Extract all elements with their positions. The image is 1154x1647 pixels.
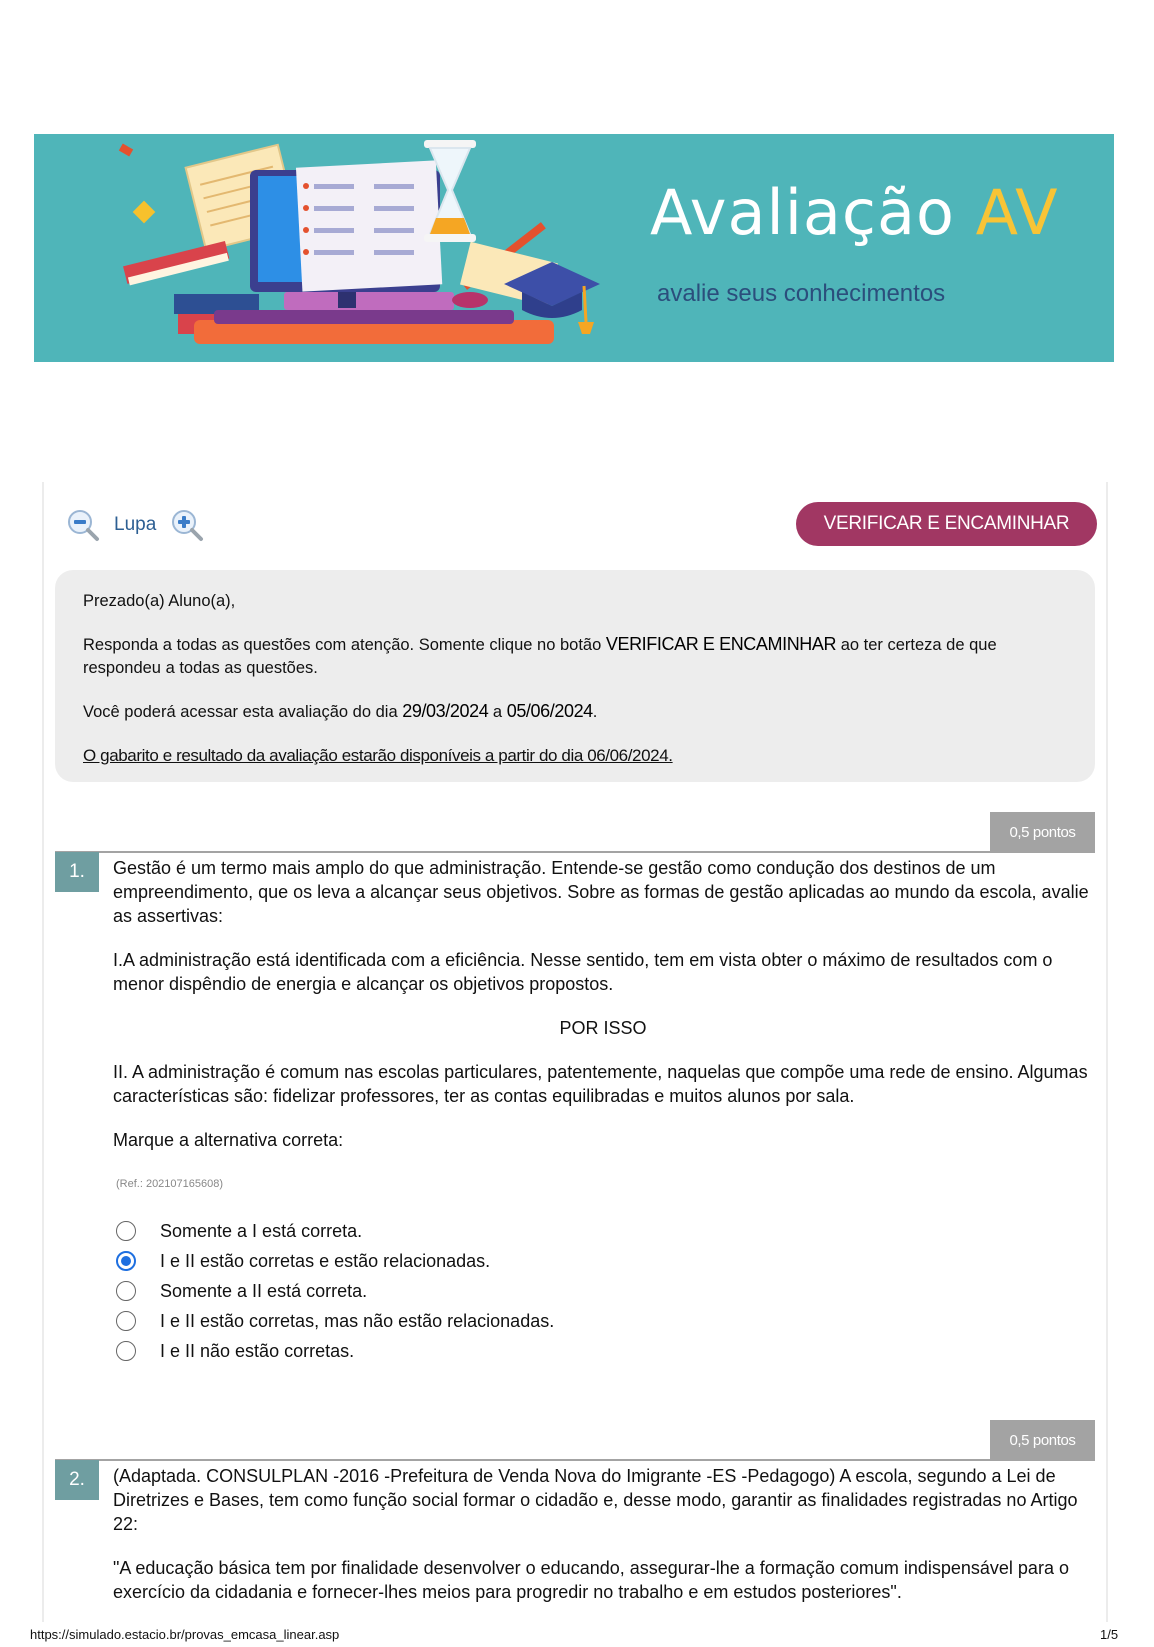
option-5[interactable] [116,1336,554,1366]
question-2-statement: (Adaptada. CONSULPLAN -2016 -Prefeitura de Venda Nova do Imigrante -ES -Pedagogo) A escola, segundo a Lei de Diretrizes e Bases, tem como função social formar o cidadão e, desse modo, garantir as finalidades registradas no Artigo 22: [113,1466,1078,1534]
question-1-assertion-1: I.A administração está identificada com a eficiência. Nesse sentido, tem em vista obter o máximo de resultados com o menor dispêndio de energia e alcançar os objetivos propostos. [113,950,1053,994]
notice-date-to: 05/06/2024 [506,701,593,721]
banner-title-accent: AV [975,176,1059,249]
question-1-connector: POR ISSO [559,1018,647,1038]
footer-url: https://simulado.estacio.br/provas_emcasa_linear.asp [30,1627,340,1642]
question-1-points: 0,5 pontos [990,812,1095,852]
notice-instruction-start: Responda a todas as questões com atenção. Somente clique no botão [83,636,602,654]
question-2-quote: "A educação básica tem por finalidade desenvolver o educando, assegurar-lhe a formação comum indispensável para o exercício da cidadania e fornecer-lhes meios para progredir no trabalho e em estudos posteriores". [113,1558,1069,1602]
banner-subtitle: avalie seus conhecimentos [657,280,946,307]
notice-instruction [83,633,1067,680]
verify-submit-button[interactable]: VERIFICAR E ENCAMINHAR [796,502,1097,546]
option-3-label: Somente a II está correta. [160,1280,368,1301]
results-availability-link[interactable]: O gabarito e resultado da avaliação estarão disponíveis a partir do dia 06/06/2024. [83,746,673,765]
notice-access-mid: a [492,703,503,721]
question-1-assertion-2: II. A administração é comum nas escolas particulares, patentemente, naquelas que compõe uma rede de ensino. Algumas características são: fidelizar professores, ter as contas equilibradas e muitos alunos por sala. [113,1062,1088,1106]
option-1-label: Somente a I está correta. [160,1220,363,1241]
question-1-statement: Gestão é um termo mais amplo do que administração. Entende-se gestão como condução dos destinos de um empreendimento, que os leva a alcançar seus objetivos. Sobre as formas de gestão aplicadas ao mundo da escola, avalie as assertivas: [113,858,1089,926]
notice-access-start: Você poderá acessar esta avaliação do dia [83,703,398,721]
option-2[interactable] [116,1246,554,1276]
option-5-label: I e II não estão corretas. [160,1340,355,1361]
notice-greeting: Prezado(a) Aluno(a), [83,592,236,610]
instructions-box [55,570,1095,782]
option-4-radio[interactable] [116,1311,136,1331]
option-3[interactable] [116,1276,554,1306]
option-1-radio[interactable] [116,1221,136,1241]
study-illustration-icon [74,134,634,362]
question-1-body [113,856,1093,1216]
zoom-in-icon[interactable] [170,508,204,542]
banner-title-main: Avaliação [650,176,955,249]
question-1-options [116,1216,554,1366]
question-1-number: 1. [55,852,99,892]
footer-page-number: 1/5 [1100,1627,1119,1642]
option-4[interactable] [116,1306,554,1336]
zoom-controls [66,508,204,542]
notice-instruction-button: VERIFICAR E ENCAMINHAR [605,634,837,654]
option-2-label: I e II estão corretas e estão relacionadas. [160,1250,491,1271]
option-5-radio[interactable] [116,1341,136,1361]
option-1[interactable] [116,1216,554,1246]
zoom-out-icon[interactable] [66,508,100,542]
question-2-body [113,1464,1093,1624]
question-1-prompt: Marque a alternativa correta: [113,1130,344,1150]
notice-instruction-end: ao ter certeza de que respondeu a todas as questões. [83,636,997,677]
question-2-points: 0,5 pontos [990,1420,1095,1460]
notice-access-end: . [592,703,598,721]
option-4-label: I e II estão corretas, mas não estão relacionadas. [160,1310,555,1331]
question-2-divider [55,1459,1095,1461]
option-2-radio-selected[interactable] [116,1251,136,1271]
banner-title [650,176,1059,249]
header-banner [34,134,1114,362]
question-2-number: 2. [55,1460,99,1500]
notice-access-period [83,700,1067,724]
question-1-ref: (Ref.: 202107165608) [116,1178,224,1190]
zoom-label: Lupa [114,514,157,535]
option-3-radio[interactable] [116,1281,136,1301]
question-1-divider [55,851,1095,853]
notice-date-from: 29/03/2024 [402,701,489,721]
